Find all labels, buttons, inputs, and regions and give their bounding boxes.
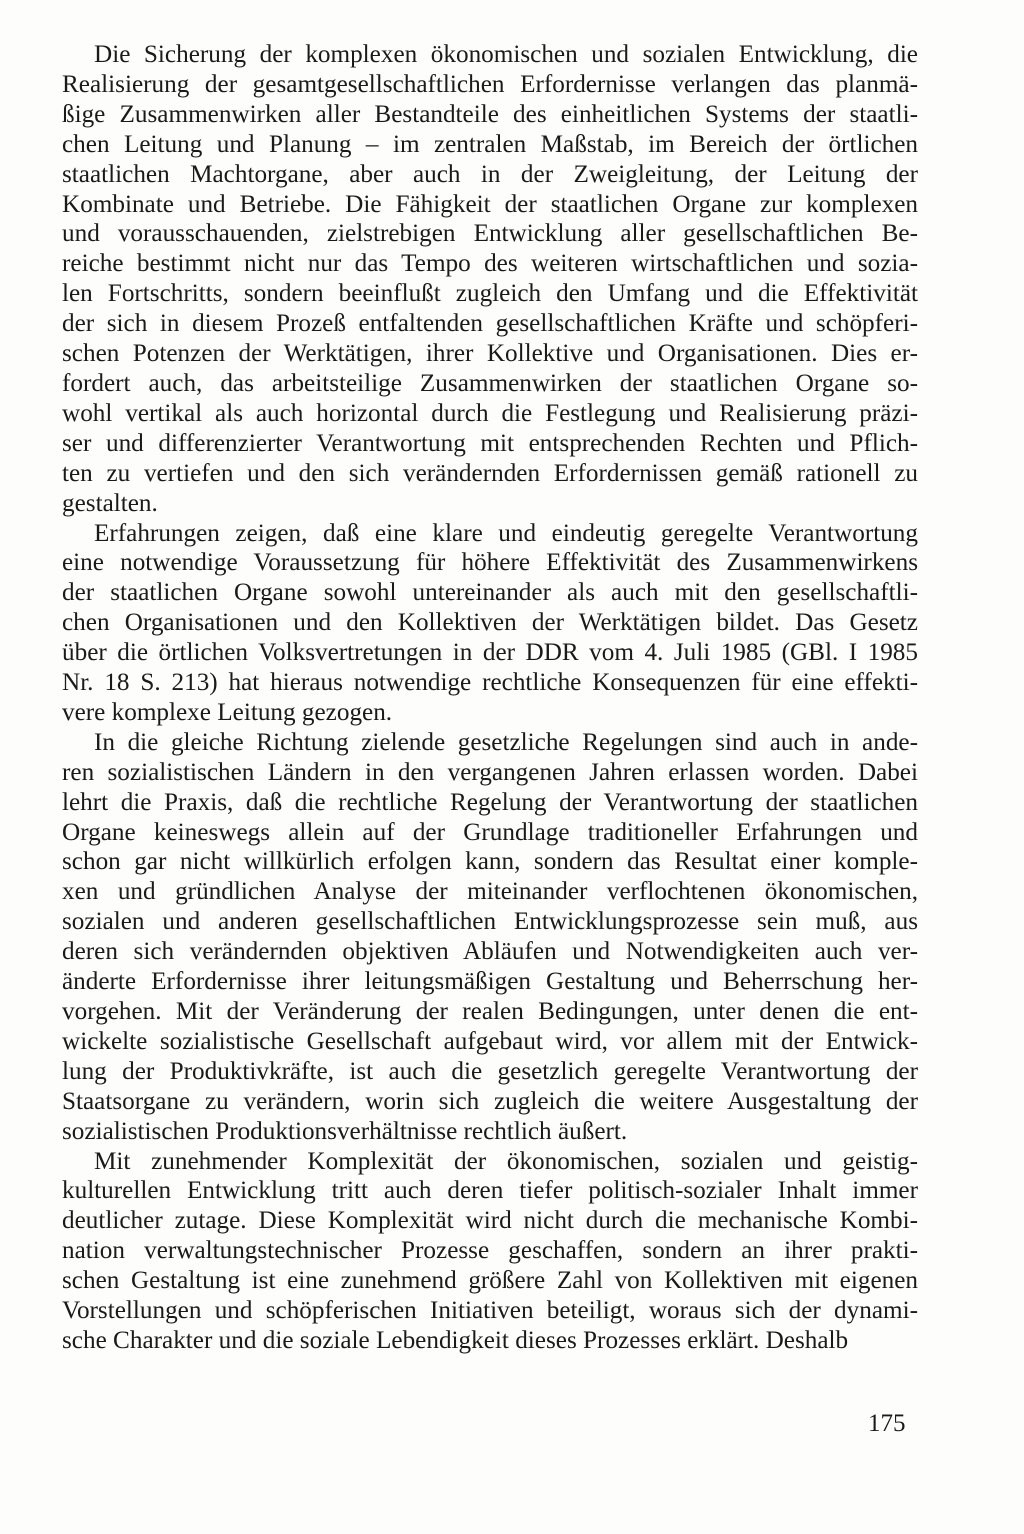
text-line: Vorstellungen und schöpferischen Initiativen beteiligt, woraus sich der dynami- bbox=[62, 1297, 918, 1325]
text-line: eine notwendige Voraussetzung für höhere Effektivität des Zusammenwirkens bbox=[62, 549, 918, 577]
text-line: ßige Zusammenwirken aller Bestandteile des einheitlichen Systems der staatli- bbox=[62, 100, 918, 128]
paragraph bbox=[62, 1147, 918, 1356]
text-line: nation verwaltungstechnischer Prozesse geschaffen, sondern an ihrer prakti- bbox=[62, 1237, 918, 1265]
text-line: schon gar nicht willkürlich erfolgen kann, sondern das Resultat einer komple- bbox=[62, 848, 918, 876]
body-text bbox=[62, 40, 918, 1356]
text-line: wohl vertikal als auch horizontal durch die Festlegung und Realisierung präzi- bbox=[62, 399, 918, 427]
text-line: schen Gestaltung ist eine zunehmend größere Zahl von Kollektiven mit eigenen bbox=[62, 1267, 918, 1295]
text-line: lung der Produktivkräfte, ist auch die gesetzlich geregelte Verantwortung der bbox=[62, 1057, 918, 1085]
text-line: Die Sicherung der komplexen ökonomischen und sozialen Entwicklung, die bbox=[94, 41, 918, 68]
text-line: über die örtlichen Volksvertretungen in der DDR vom 4. Juli 1985 (GBl. I 1985 bbox=[62, 639, 918, 667]
text-line: kulturellen Entwicklung tritt auch deren tiefer politisch-sozialer Inhalt immer bbox=[62, 1177, 918, 1205]
text-line: In die gleiche Richtung zielende gesetzliche Regelungen sind auch in ande- bbox=[94, 728, 918, 756]
text-line: deren sich verändernden objektiven Abläufen und Notwendigkeiten auch ver- bbox=[62, 938, 918, 966]
text-line: Realisierung der gesamtgesellschaftlichen Erfordernisse verlangen das planmä- bbox=[62, 70, 918, 98]
text-line: xen und gründlichen Analyse der miteinander verflochtenen ökonomischen, bbox=[62, 878, 918, 906]
text-line: der sich in diesem Prozeß entfaltenden gesellschaftlichen Kräfte und schöpferi- bbox=[62, 310, 918, 338]
text-line: Nr. 18 S. 213) hat hieraus notwendige rechtliche Konsequenzen für eine effekti- bbox=[62, 669, 918, 697]
text-line: sozialen und anderen gesellschaftlichen Entwicklungsprozesse sein muß, aus bbox=[62, 908, 918, 936]
text-line: vere komplexe Leitung gezogen. bbox=[62, 698, 393, 726]
text-line: gestalten. bbox=[62, 489, 158, 517]
text-line: Erfahrungen zeigen, daß eine klare und eindeutig geregelte Verantwortung bbox=[94, 519, 918, 547]
paragraph bbox=[62, 519, 918, 728]
text-line: Organe keineswegs allein auf der Grundlage traditioneller Erfahrungen und bbox=[62, 818, 918, 846]
text-line: ren sozialistischen Ländern in den vergangenen Jahren erlassen worden. Dabei bbox=[62, 758, 918, 786]
text-line: reiche bestimmt nicht nur das Tempo des weiteren wirtschaftlichen und sozia- bbox=[62, 250, 918, 278]
text-line: und vorausschauenden, zielstrebigen Entwicklung aller gesellschaftlichen Be- bbox=[62, 220, 918, 248]
text-line: Staatsorgane zu verändern, worin sich zugleich die weitere Ausgestaltung der bbox=[62, 1087, 918, 1115]
text-line: fordert auch, das arbeitsteilige Zusammenwirken der staatlichen Organe so- bbox=[62, 369, 918, 397]
text-line: chen Leitung und Planung – im zentralen Maßstab, im Bereich der örtlichen bbox=[62, 130, 918, 158]
page-number: 175 bbox=[868, 1410, 906, 1437]
text-line: schen Potenzen der Werktätigen, ihrer Kollektive und Organisationen. Dies er- bbox=[62, 340, 918, 368]
text-line: ser und differenzierter Verantwortung mit entsprechenden Rechten und Pflich- bbox=[62, 429, 918, 457]
text-line: lehrt die Praxis, daß die rechtliche Regelung der Verantwortung der staatlichen bbox=[62, 788, 918, 816]
text-line: Kombinate und Betriebe. Die Fähigkeit der staatlichen Organe zur komplexen bbox=[62, 190, 918, 218]
text-line: chen Organisationen und den Kollektiven der Werktätigen bildet. Das Gesetz bbox=[62, 609, 918, 637]
text-line: wickelte sozialistische Gesellschaft aufgebaut wird, vor allem mit der Entwick- bbox=[62, 1027, 918, 1055]
text-line: der staatlichen Organe sowohl untereinander als auch mit den gesellschaftli- bbox=[62, 579, 918, 607]
text-line: sche Charakter und die soziale Lebendigkeit dieses Prozesses erklärt. Deshalb bbox=[62, 1326, 849, 1354]
paragraph bbox=[62, 728, 918, 1147]
text-line: sozialistischen Produktionsverhältnisse rechtlich äußert. bbox=[62, 1117, 628, 1145]
text-line: deutlicher zutage. Diese Komplexität wird nicht durch die mechanische Kombi- bbox=[62, 1207, 918, 1235]
paragraph bbox=[62, 40, 918, 519]
text-line: Mit zunehmender Komplexität der ökonomischen, sozialen und geistig- bbox=[94, 1147, 918, 1175]
text-line: staatlichen Machtorgane, aber auch in der Zweigleitung, der Leitung der bbox=[62, 160, 918, 188]
text-line: len Fortschritts, sondern beeinflußt zugleich den Umfang und die Effektivität bbox=[62, 280, 918, 308]
text-line: ten zu vertiefen und den sich verändernden Erfordernissen gemäß rationell zu bbox=[62, 459, 918, 487]
text-line: änderte Erfordernisse ihrer leitungsmäßigen Gestaltung und Beherrschung her- bbox=[62, 968, 918, 996]
text-line: vorgehen. Mit der Veränderung der realen Bedingungen, unter denen die ent- bbox=[62, 998, 918, 1025]
